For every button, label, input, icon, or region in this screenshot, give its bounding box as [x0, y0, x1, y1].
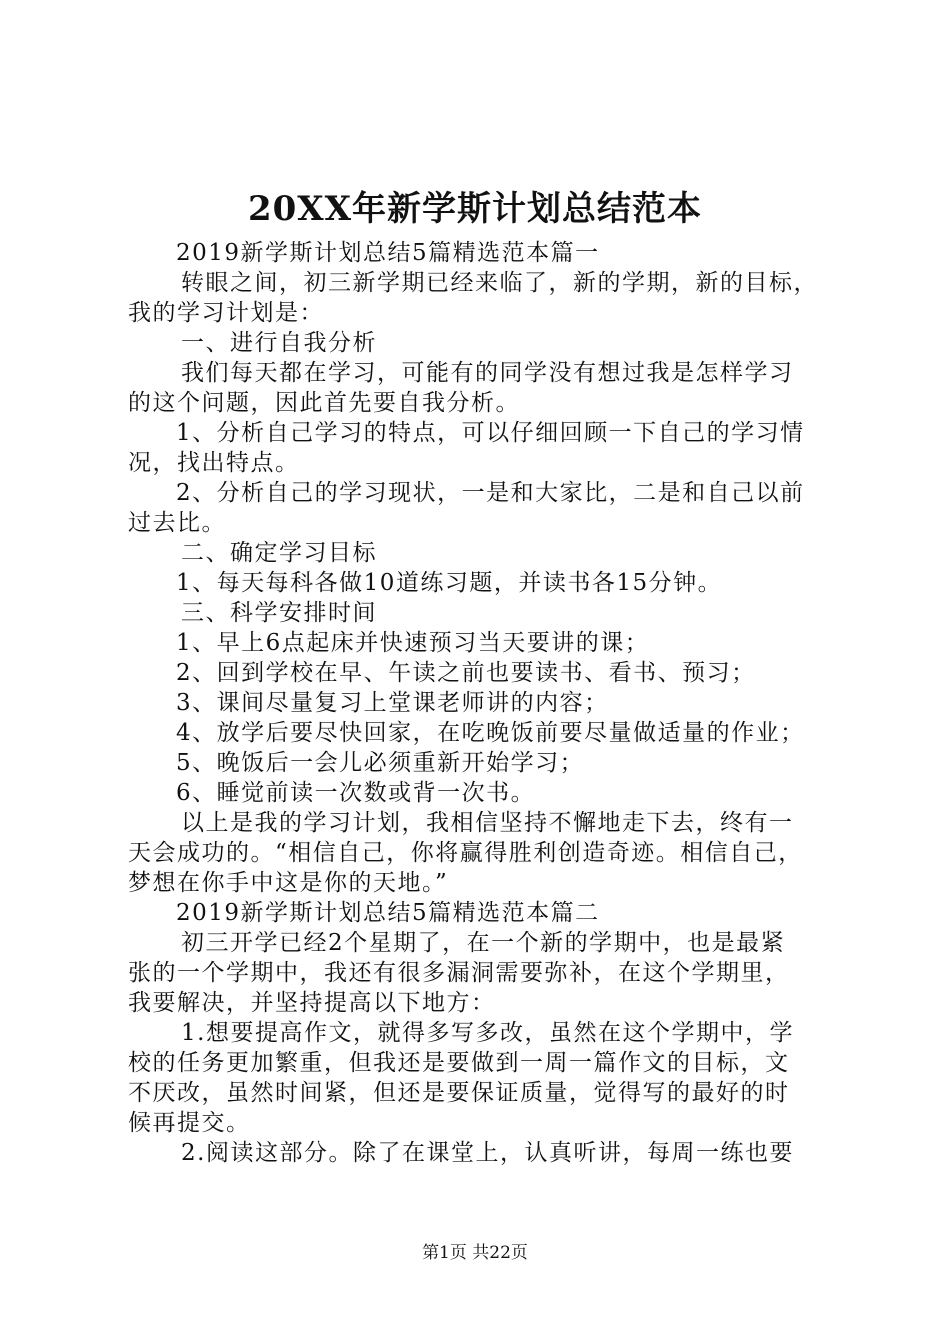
list-item: 1、早上6点起床并快速预习当天要讲的课； [176, 630, 650, 656]
paragraph-line: 梦想在你手中这是你的天地。” [128, 870, 449, 896]
paragraph-line: 候再提交。 [128, 1110, 251, 1136]
subheading: 一、进行自我分析 [181, 330, 377, 356]
paragraph-line: 2.阅读这部分。除了在课堂上，认真听讲，每周一练也要 [181, 1140, 794, 1166]
paragraph-line: 张的一个学期中，我还有很多漏洞需要弥补，在这个学期里， [128, 960, 790, 986]
document-body [128, 238, 828, 1168]
page-number: 第1页 共22页 [422, 1243, 528, 1263]
paragraph-line: 1.想要提高作文，就得多写多改，虽然在这个学期中，学 [181, 1020, 794, 1046]
paragraph-line: 我们每天都在学习，可能有的同学没有想过我是怎样学习 [181, 360, 794, 386]
paragraph-line: 天会成功的。“相信自己，你将赢得胜利创造奇迹。相信自己， [128, 840, 803, 866]
paragraph-line: 的这个问题，因此首先要自我分析。 [128, 390, 520, 416]
paragraph-line: 以上是我的学习计划，我相信坚持不懈地走下去，终有一 [181, 810, 794, 836]
paragraph-line: 我的学习计划是： [128, 300, 324, 326]
paragraph-line: 转眼之间，初三新学期已经来临了，新的学期，新的目标， [181, 270, 818, 296]
paragraph-line: 1、分析自己学习的特点，可以仔细回顾一下自己的学习情 [176, 420, 805, 446]
paragraph-line: 2、分析自己的学习现状，一是和大家比，二是和自己以前 [176, 480, 805, 506]
list-item: 2、回到学校在早、午读之前也要读书、看书、预习； [176, 660, 756, 686]
subheading: 三、科学安排时间 [181, 600, 377, 626]
list-item: 4、放学后要尽快回家，在吃晚饭前要尽量做适量的作业； [176, 720, 805, 746]
section-heading: 2019新学斯计划总结5篇精选范本篇二 [176, 900, 600, 926]
document-title: 20XX年新学斯计划总结范本 [247, 189, 703, 229]
subheading: 二、确定学习目标 [181, 540, 377, 566]
paragraph-line: 初三开学已经2个星期了，在一个新的学期中，也是最紧 [181, 930, 786, 956]
list-item: 3、课间尽量复习上堂课老师讲的内容； [176, 690, 609, 716]
paragraph-line: 我要解决，并坚持提高以下地方： [128, 990, 496, 1016]
paragraph-line: 校的任务更加繁重，但我还是要做到一周一篇作文的目标，文 [128, 1050, 790, 1076]
section-heading: 2019新学斯计划总结5篇精选范本篇一 [176, 240, 600, 266]
paragraph-line: 况，找出特点。 [128, 450, 300, 476]
list-item: 5、晚饭后一会儿必须重新开始学习； [176, 750, 585, 776]
paragraph-line: 不厌改，虽然时间紧，但还是要保证质量，觉得写的最好的时 [128, 1080, 790, 1106]
list-item: 6、睡觉前读一次数或背一次书。 [176, 780, 536, 806]
list-item: 1、每天每科各做10道练习题，并读书各15分钟。 [176, 570, 723, 596]
paragraph-line: 过去比。 [128, 510, 226, 536]
